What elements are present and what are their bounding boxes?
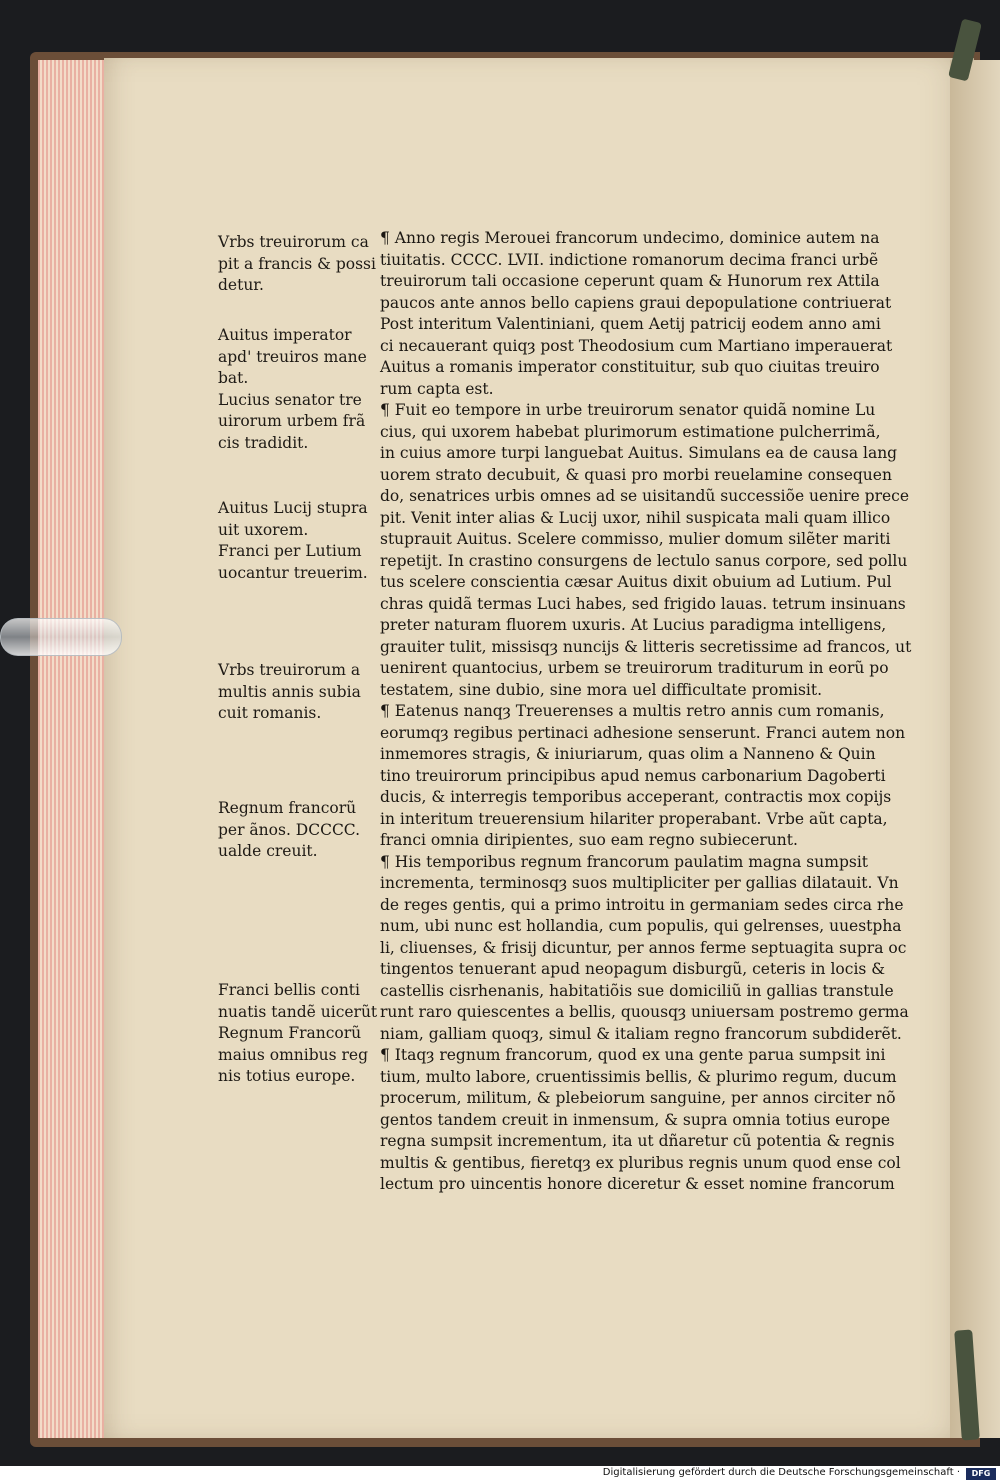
margin-note-line: Vrbs treuirorum a bbox=[218, 661, 361, 679]
text-line: inmemores stragis, & iniuriarum, quas olim a Nanneno & Quin bbox=[380, 745, 876, 763]
text-line: castellis cisrhenanis, habitatiõis sue domiciliũ in gallias transtule bbox=[380, 981, 894, 1000]
text-line: ¶ Eatenus nanqȝ Treuerenses a multis retro annis cum romanis, bbox=[380, 702, 885, 720]
margin-note bbox=[218, 232, 376, 297]
margin-note-line: cuit romanis. bbox=[218, 704, 322, 722]
text-line: in cuius amore turpi languebat Auitus. Simulans ea de causa lang bbox=[380, 444, 898, 462]
margin-note bbox=[218, 660, 368, 725]
text-line: pit. Venit inter alias & Lucij uxor, nihil suspicata mali quam illico bbox=[380, 508, 891, 527]
book-gutter bbox=[950, 60, 1000, 1438]
text-line: uenirent quantocius, urbem se treuirorum traditurum in eorũ po bbox=[380, 659, 889, 677]
margin-note-line: Franci per Lutium bbox=[218, 542, 362, 560]
text-line: ¶ Anno regis Merouei francorum undecimo, dominice autem na bbox=[380, 229, 880, 247]
margin-note-line: cis tradidit. bbox=[218, 433, 309, 452]
margin-note bbox=[218, 980, 378, 1088]
text-line: in interitum treuerensium hilariter properabant. Vrbe aũt capta, bbox=[380, 809, 888, 828]
margin-note-line: Regnum Francorũ bbox=[218, 1024, 362, 1042]
text-line: preter naturam fluorem uxuris. At Lucius paradigma intelligens, bbox=[380, 616, 887, 634]
margin-note-line: apd' treuiros mane bbox=[218, 347, 367, 366]
margin-note bbox=[218, 498, 368, 584]
text-line: ¶ Itaqȝ regnum francorum, quod ex una gente parua sumpsit ini bbox=[380, 1046, 886, 1064]
text-line: stuprauit Auitus. Scelere commisso, mulier domum silẽter mariti bbox=[380, 530, 891, 548]
text-line: procerum, militum, & plebeiorum sanguine, per annos circiter nõ bbox=[380, 1089, 896, 1107]
margin-note-line: uocantur treuerim. bbox=[218, 563, 368, 582]
text-line: testatem, sine dubio, sine mora uel difficultate promisit. bbox=[380, 680, 823, 699]
dfg-logo: DFG bbox=[966, 1468, 996, 1480]
text-line: rum capta est. bbox=[380, 379, 494, 398]
text-line: tium, multo labore, cruentissimis bellis, & plurimo regum, ducum bbox=[380, 1067, 897, 1086]
margin-note-line: ualde creuit. bbox=[218, 842, 318, 860]
glass-bookmark bbox=[0, 618, 122, 656]
text-line: num, ubi nunc est hollandia, cum populis, qui gelrenses, uuestpha bbox=[380, 917, 902, 935]
margin-note-line: Auitus imperator bbox=[218, 326, 352, 344]
margin-note-line: bat. bbox=[218, 369, 249, 387]
text-line: paucos ante annos bello capiens graui depopulatione contriuerat bbox=[380, 293, 892, 312]
text-line: repetijt. In crastino consurgens de lectulo sanus corpore, sed pollu bbox=[380, 551, 908, 570]
text-line: do, senatrices urbis omnes ad se uisitandũ successiõe uenire prece bbox=[380, 487, 910, 505]
text-line: gentos tandem creuit in inmensum, & supra omnia totius europe bbox=[380, 1110, 891, 1129]
text-line: tino treuirorum principibus apud nemus carbonarium Dagoberti bbox=[380, 766, 886, 785]
text-line: tus scelere conscientia cæsar Auitus dixit obuium ad Lutium. Pul bbox=[380, 573, 892, 591]
text-line: li, cliuenses, & frisij dicuntur, per annos ferme septuagita supra oc bbox=[380, 938, 907, 957]
main-text-column bbox=[380, 228, 912, 1196]
margin-note bbox=[218, 798, 368, 863]
text-line: regna sumpsit incrementum, ita ut dñaretur cũ potentia & regnis bbox=[380, 1132, 895, 1150]
text-line: chras quidã termas Luci habes, sed frigido lauas. tetrum insinuans bbox=[380, 594, 906, 613]
text-line: tingentos tenuerant apud neopagum disburgũ, ceteris in locis & bbox=[380, 960, 886, 978]
margin-note-line: Vrbs treuirorum ca bbox=[218, 233, 369, 251]
text-line: cius, qui uxorem habebat plurimorum estimatione pulcherrimã, bbox=[380, 422, 881, 441]
margin-note-line: Auitus Lucij stupra bbox=[218, 499, 368, 517]
footer-bar bbox=[0, 1466, 1000, 1482]
margin-note-line: maius omnibus reg bbox=[218, 1045, 369, 1064]
text-line: niam, galliam quoqȝ, simul & italiam regno francorum subdiderẽt. bbox=[380, 1024, 902, 1043]
text-line: multis & gentibus, fieretqȝ ex pluribus regnis unum quod ense col bbox=[380, 1153, 901, 1172]
text-line: tiuitatis. CCCC. LVII. indictione romanorum decima franci urbẽ bbox=[380, 250, 879, 269]
text-line: franci omnia diripientes, suo eam regno subiecerunt. bbox=[380, 831, 798, 849]
text-line: ducis, & interregis temporibus acceperant, contractis mox copijs bbox=[380, 788, 892, 806]
text-line: eorumqȝ regibus pertinaci adhesione senserunt. Franci autem non bbox=[380, 723, 906, 742]
margin-note-line: Lucius senator tre bbox=[218, 390, 362, 409]
text-line: lectum pro uincentis honore diceretur & esset nomine francorum bbox=[380, 1175, 895, 1193]
margin-note-line: multis annis subia bbox=[218, 682, 361, 701]
margin-note-line: uit uxorem. bbox=[218, 520, 309, 539]
margin-note-line: nis totius europe. bbox=[218, 1067, 356, 1085]
margin-note-line: nuatis tandẽ uicerũt bbox=[218, 1002, 378, 1021]
margin-note-line: Regnum francorũ bbox=[218, 799, 357, 817]
margin-note-line: detur. bbox=[218, 276, 264, 294]
margin-note-line: uirorum urbem frã bbox=[218, 412, 366, 430]
margin-note-line: per ãnos. DCCCC. bbox=[218, 820, 361, 839]
text-line: treuirorum tali occasione ceperunt quam & Hunorum rex Attila bbox=[380, 272, 880, 290]
text-line: grauiter tulit, missisqȝ nuncijs & litteris secretissime ad francos, ut bbox=[380, 637, 912, 656]
margin-note-line: pit a francis & possi bbox=[218, 254, 376, 273]
text-line: runt raro quiescentes a bellis, quousqȝ uniuersam postremo germa bbox=[380, 1003, 909, 1021]
page-edges bbox=[38, 60, 108, 1438]
footer-credit: Digitalisierung gefördert durch die Deutsche Forschungsgemeinschaft · bbox=[602, 1467, 960, 1478]
text-line: ¶ His temporibus regnum francorum paulatim magna sumpsit bbox=[380, 852, 869, 871]
text-line: uorem strato decubuit, & quasi pro morbi reuelamine consequen bbox=[380, 465, 892, 484]
text-line: Auitus a romanis imperator constituitur, sub quo ciuitas treuiro bbox=[380, 358, 880, 376]
margin-note bbox=[218, 325, 368, 454]
text-line: Post interitum Valentiniani, quem Aetij patricij eodem anno ami bbox=[380, 315, 881, 333]
margin-note-line: Franci bellis conti bbox=[218, 981, 360, 999]
text-line: incrementa, terminosqȝ suos multipliciter per gallias dilatauit. Vn bbox=[380, 874, 899, 892]
text-line: ci necauerant quiqȝ post Theodosium cum Martiano imperauerat bbox=[380, 336, 893, 355]
text-line: de reges gentis, qui a primo introitu in germaniam sedes circa rhe bbox=[380, 895, 904, 914]
text-line: ¶ Fuit eo tempore in urbe treuirorum senator quidã nomine Lu bbox=[380, 401, 876, 419]
